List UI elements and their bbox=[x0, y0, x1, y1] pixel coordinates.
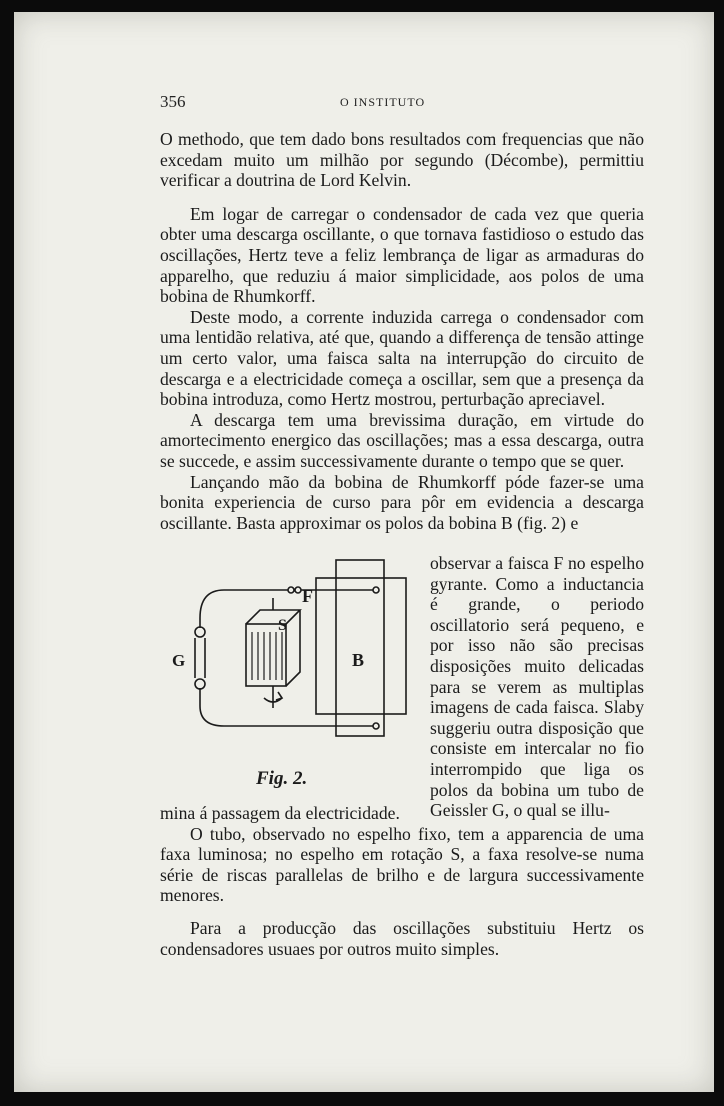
paragraph-3: Deste modo, a corrente induzida carrega o condensador com uma lentidão relativa, até que, quando a differença de tensão attinge um certo valor, uma faisca salta na interrupção do circuito de descarga e a electricidade começa a oscillar, sem que a presença da bobina introduza, como Hertz mostrou, perturbação apreciavel. bbox=[160, 306, 644, 410]
page-header bbox=[160, 92, 560, 116]
paragraph-1: O methodo, que tem dado bons resultados com frequencias que não excedam muito um milhão por segundo (Décombe), permittiu verificar a doutrina de Lord Kelvin. bbox=[160, 129, 644, 191]
label-G: G bbox=[172, 651, 186, 670]
side-paragraph: observar a faisca F no espelho gyrante. Como a inductancia é grande, o periodo oscillatorio será pequeno, e por isso não são precisas disposições muito delicadas para se verem as multiplas imagens de cada faisca. Slaby suggeriu outra disposição que consiste em intercalar no fio interrompido que liga os polos da bobina um tubo de Geissler G, o qual se illu- bbox=[430, 553, 644, 821]
circuit-diagram bbox=[160, 558, 428, 808]
paragraph-2: Em logar de carregar o condensador de cada vez que queria obter uma descarga oscillante, o que tornava fastidioso o estudo das oscillações, Hertz teve a feliz lembrança de ligar as armaduras do apparelho, que reduziu á maior simplicidade, aos polos de uma bobina de Rhumkorff. bbox=[160, 203, 644, 307]
page-number: 356 bbox=[160, 92, 186, 111]
paragraph-4: A descarga tem uma brevissima duração, em virtude do amortecimento energico das oscillações; mas a essa descarga, outra se succede, e assim successivamente durante o tempo que se quer. bbox=[160, 409, 644, 471]
body-text-final bbox=[160, 918, 644, 959]
figure-2 bbox=[160, 558, 428, 808]
label-B: B bbox=[352, 650, 365, 670]
body-text-bottom bbox=[160, 803, 644, 906]
paragraph-7: Para a producção das oscillações substituiu Hertz os condensadores usuaes por outros muito simples. bbox=[160, 918, 644, 959]
paragraph-6: O tubo, observado no espelho fixo, tem a apparencia de uma faxa luminosa; no espelho em rotação S, a faxa resolve-se numa série de riscas parallelas de brilho e de largura successivamente menores. bbox=[160, 823, 644, 906]
paragraph-5: Lançando mão da bobina de Rhumkorff póde fazer-se uma bonita experiencia de curso para pôr em evidencia a descarga oscillante. Basta approximar os polos da bobina B (fig. 2) e bbox=[160, 471, 644, 533]
running-title: O INSTITUTO bbox=[340, 95, 426, 109]
figure-caption: Fig. 2. bbox=[256, 768, 308, 789]
label-S: S bbox=[278, 617, 287, 634]
continuation-line: mina á passagem da electricidade. bbox=[160, 803, 400, 823]
label-F: F bbox=[302, 586, 313, 606]
side-text-column bbox=[430, 553, 644, 821]
body-text-top bbox=[160, 129, 644, 533]
coil-B-frame bbox=[316, 578, 406, 714]
book-page bbox=[14, 12, 714, 1092]
